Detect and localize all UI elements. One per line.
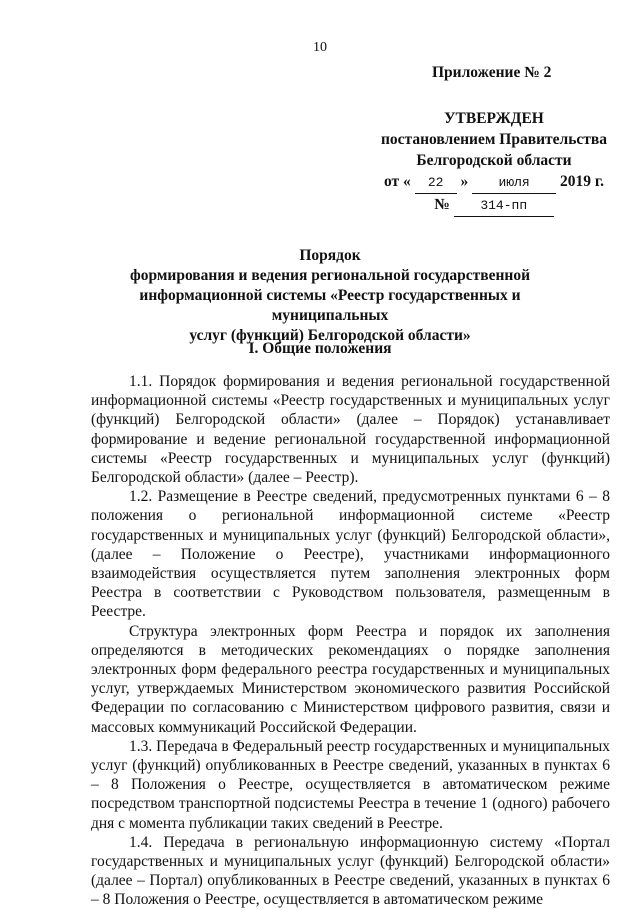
title-line-2: формирования и ведения региональной государственной bbox=[129, 267, 531, 284]
date-prefix: от « bbox=[383, 173, 411, 190]
appendix-label: Приложение № 2 bbox=[432, 64, 552, 81]
document-body bbox=[91, 372, 610, 910]
paragraph-1-2: 1.2. Размещение в Реестре сведений, предусмотренных пунктами 6 – 8 положения о региональной информационной системе «Реестр государственных и муниципальных услуг (функций) Белгородской области», (далее – Положение о Реестре), участниками информационного взаимодействия осуществляется путем заполнения электронных форм Реестра в соответствии с Руководством пользователя, размещенным в Реестре. bbox=[91, 488, 610, 621]
approval-line-1: постановлением Правительства bbox=[380, 131, 608, 148]
title-line-4: услуг (функций) Белгородской области» bbox=[189, 327, 471, 344]
paragraph-1-1: 1.1. Порядок формирования и ведения региональной государственной информационной системы «Реестр государственных и муниципальных услуг (функций) Белгородской области» (далее – Порядок) устанавливает формирование и ведение региональной государственной информационной системы «Реестр государственных и муниципальных услуг (функций) Белгородской области» (далее – Реестр). bbox=[91, 373, 610, 487]
document-title bbox=[80, 246, 580, 346]
approval-number bbox=[378, 194, 610, 217]
approval-line-2: Белгородской области bbox=[416, 152, 572, 169]
date-separator: » bbox=[460, 173, 469, 190]
approval-heading: УТВЕРЖДЕН bbox=[444, 110, 544, 127]
date-year: 2019 г. bbox=[560, 173, 605, 190]
date-month: июля bbox=[472, 172, 556, 194]
paragraph-1-4: 1.4. Передача в региональную информационную систему «Портал государственных и муниципальных услуг (функций) Белгородской области» (далее – Портал) опубликованных в Реестре сведений, указанных в пунктах 6 – 8 Положения о Реестре, осуществляется в автоматическом режиме bbox=[91, 833, 610, 909]
decree-number: 314-пп bbox=[454, 195, 554, 217]
title-line-1: Порядок bbox=[299, 247, 361, 264]
approval-block bbox=[378, 108, 610, 217]
paragraph-structure: Структура электронных форм Реестра и порядок их заполнения определяются в методических рекомендациях о порядке заполнения электронных форм федерального реестра государственных и муниципальных услуг, утверждаемых Министерством экономического развития Российской Федерации по согласованию с Министерством цифрового развития, связи и массовых коммуникаций Российской Федерации. bbox=[91, 622, 610, 736]
title-line-3: информационной системы «Реестр государственных и муниципальных bbox=[139, 287, 521, 324]
number-prefix: № bbox=[434, 196, 450, 213]
date-day: 22 bbox=[415, 172, 457, 194]
page-number: 10 bbox=[313, 40, 327, 55]
section-heading: I. Общие положения bbox=[248, 340, 392, 357]
paragraph-1-3: 1.3. Передача в Федеральный реестр государственных и муниципальных услуг (функций) опубликованных в Реестре сведений, указанных в пунктах 6 – 8 Положения о Реестре, осуществляется в автоматическом режиме посредством транспортной подсистемы Реестра в течение 1 (одного) рабочего дня с момента публикации таких сведений в Реестре. bbox=[91, 737, 610, 832]
approval-date bbox=[378, 171, 610, 194]
